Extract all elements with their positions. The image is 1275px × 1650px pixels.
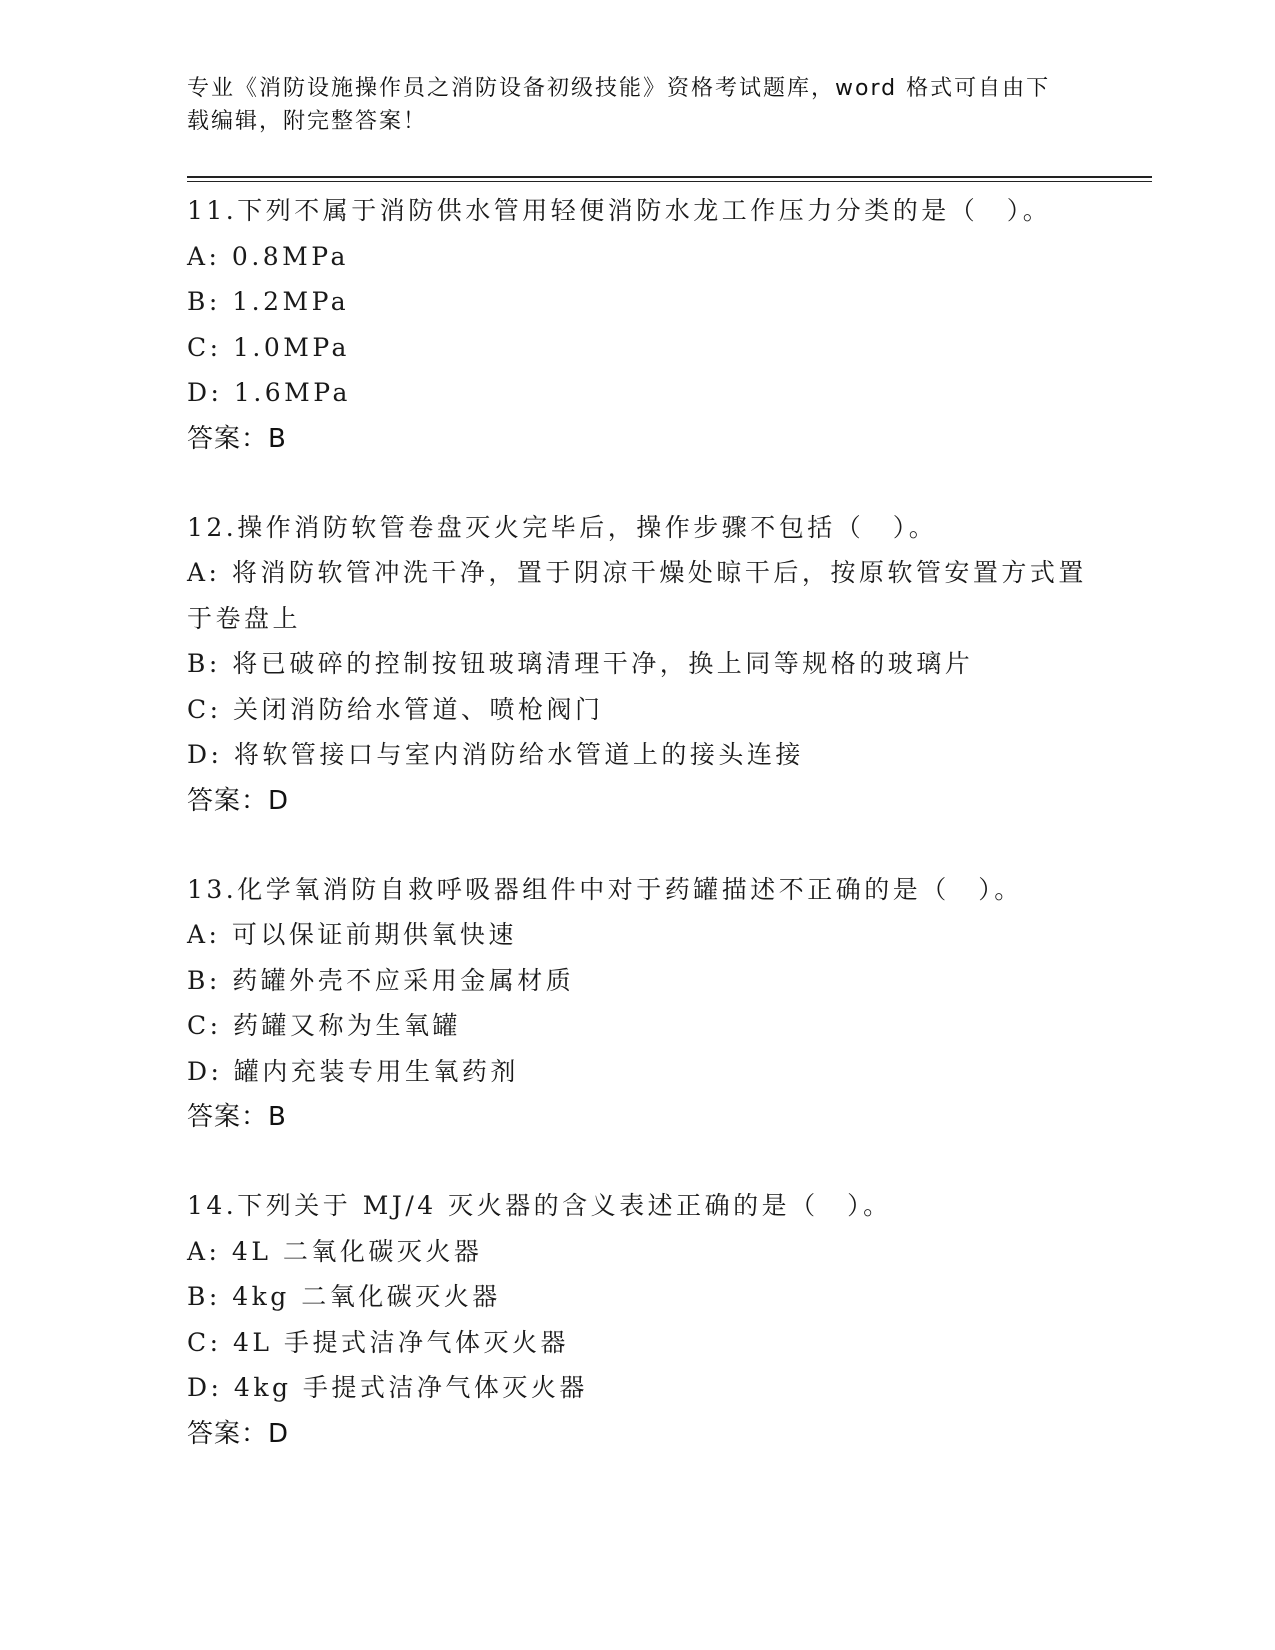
question-11 xyxy=(187,188,1087,462)
option-d: D: 将软管接口与室内消防给水管道上的接头连接 xyxy=(187,740,804,769)
question-stem: 13.化学氧消防自救呼吸器组件中对于药罐描述不正确的是（ ）。 xyxy=(187,874,1023,904)
question-list xyxy=(187,188,1087,1500)
option-b: B: 4kg 二氧化碳灭火器 xyxy=(187,1282,501,1311)
option-c: C: 关闭消防给水管道、喷枪阀门 xyxy=(187,694,604,724)
header-divider-thick xyxy=(187,176,1152,178)
option-d: D: 4kg 手提式洁净气体灭火器 xyxy=(187,1373,588,1402)
option-d: D: 罐内充装专用生氧药剂 xyxy=(187,1056,519,1086)
answer-label: 答案：D xyxy=(187,1418,290,1449)
question-14 xyxy=(187,1183,1087,1457)
answer-label: 答案：B xyxy=(187,1102,287,1132)
answer-label: 答案：D xyxy=(187,785,290,816)
question-stem: 12.操作消防软管卷盘灭火完毕后，操作步骤不包括（ ）。 xyxy=(187,512,938,542)
answer-label: 答案：B xyxy=(187,423,287,454)
document-header: 专业《消防设施操作员之消防设备初级技能》资格考试题库，word 格式可自由下载编辑，附完整答案！ xyxy=(187,76,1051,134)
option-b: B: 将已破碎的控制按钮玻璃清理干净，换上同等规格的玻璃片 xyxy=(187,649,974,678)
option-c: C: 1.0MPa xyxy=(187,332,350,362)
question-stem: 14.下列关于 MJ/4 灭火器的含义表述正确的是（ ）。 xyxy=(187,1191,892,1220)
option-a: A: 可以保证前期供氧快速 xyxy=(187,920,517,949)
option-a: A: 0.8MPa xyxy=(187,241,349,271)
option-b: B: 1.2MPa xyxy=(187,287,350,316)
option-c: C: 4L 手提式洁净气体灭火器 xyxy=(187,1327,569,1357)
option-a: A: 4L 二氧化碳灭火器 xyxy=(187,1236,483,1266)
question-12 xyxy=(187,505,1087,824)
option-d: D: 1.6MPa xyxy=(187,378,351,407)
option-a: A: 将消防软管冲洗干净，置于阴凉干燥处晾干后，按原软管安置方式置于卷盘上 xyxy=(187,558,1087,633)
question-stem: 11.下列不属于消防供水管用轻便消防水龙工作压力分类的是（ ）。 xyxy=(187,196,1052,225)
header-divider-thin xyxy=(187,181,1152,182)
option-c: C: 药罐又称为生氧罐 xyxy=(187,1011,461,1040)
question-13 xyxy=(187,867,1087,1141)
option-b: B: 药罐外壳不应采用金属材质 xyxy=(187,965,575,995)
